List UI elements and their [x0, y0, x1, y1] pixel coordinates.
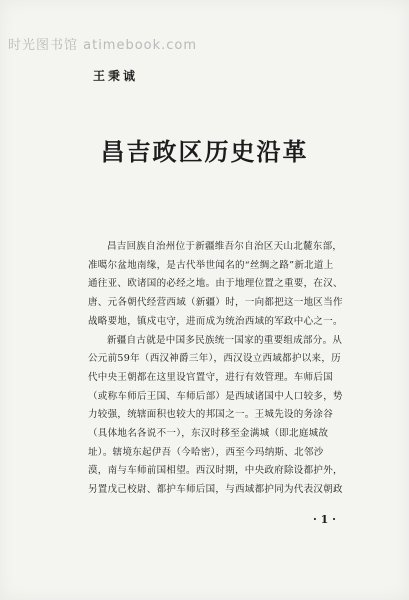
text-line: 战略要地，镇戍屯守，进而成为统治西域的军政中心之一。	[88, 315, 343, 327]
text-line: 唐、元各朝代经营西域（新疆）时，一向都把这一地区当作	[88, 297, 343, 309]
text-line: 准噶尔盆地南缘，是古代举世闻名的“丝绸之路”新北道上	[88, 259, 334, 271]
text-line: （或称车师后王国、车师后部）是西域诸国中人口较多，势	[88, 390, 343, 402]
text-line: 代中央王朝都在这里设官置守，进行有效管理。车师后国	[88, 371, 334, 383]
text-line: 另置戊己校尉、都护车师后国，与西域都护同为代表汉朝政	[88, 484, 343, 496]
page-title: 昌吉政区历史沿革	[100, 137, 309, 166]
text-line: 昌吉回族自治州位于新疆维吾尔自治区天山北麓东部，	[107, 241, 343, 252]
text-line: 新疆自古就是中国多民族统一国家的重要组成部分。从	[107, 334, 343, 346]
text-line: 力较强，统辖面积也较大的邦国之一。王城先设的务涂谷	[88, 409, 334, 421]
text-line: 通往亚、欧诸国的必经之地。由于地理位置之重要，在汉、	[88, 278, 343, 290]
text-line: （具体地名各说不一），东汉时移至金满城（即北庭城故	[88, 428, 329, 440]
text-line: 漠，南与车师前国相望。西汉时期，中央政府除设都护外，	[88, 465, 343, 477]
author-name: 王秉诚	[93, 69, 139, 83]
body-text	[88, 238, 378, 500]
watermark: 时光图书馆 atimebook.com	[8, 38, 198, 53]
page-number: · 1 ·	[313, 513, 336, 526]
text-line: 公元前59年（西汉神爵三年），西汉设立西域都护以来，历	[88, 353, 341, 365]
paragraph-2	[88, 332, 378, 500]
paragraph-1	[88, 238, 378, 332]
text-line: 址）。辖境东起伊吾（今哈密），西至今玛纳斯、北邻沙	[88, 446, 324, 458]
